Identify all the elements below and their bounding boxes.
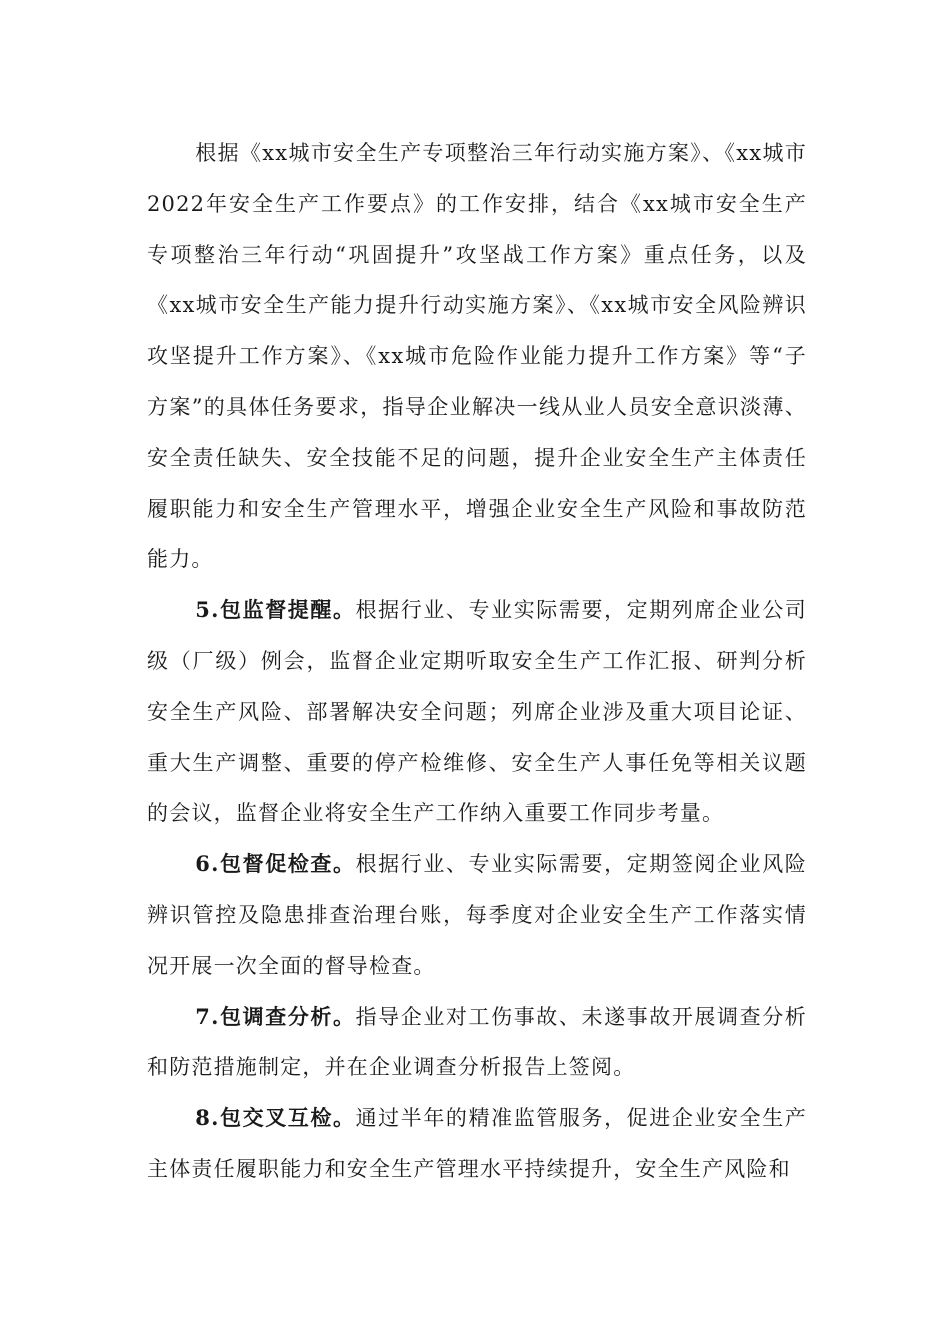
item-heading-6: 6.包督促检查。 (195, 851, 356, 877)
document-body (147, 128, 807, 1195)
item-heading-7: 7.包调查分析。 (195, 1003, 356, 1029)
intro-paragraph (147, 128, 807, 585)
item-heading-5: 5.包监督提醒。 (195, 597, 356, 623)
item-paragraph-7 (147, 992, 807, 1094)
item-text-6: 根据行业、专业实际需要，定期签阅企业风险辨识管控及隐患排查治理台账，每季度对企业安全生产工作落实情况开展一次全面的督导检查。 (147, 852, 807, 978)
item-paragraph-5 (147, 585, 807, 839)
item-text-7: 指导企业对工伤事故、未遂事故开展调查分析和防范措施制定，并在企业调查分析报告上签阅。 (147, 1004, 807, 1080)
intro-text: 根据《xx城市安全生产专项整治三年行动实施方案》、《xx城市2022年安全生产工作要点》的工作安排，结合《xx城市安全生产专项整治三年行动“巩固提升”攻坚战工作方案》重点任务，以及《xx城市安全生产能力提升行动实施方案》、《xx城市安全风险辨识攻坚提升工作方案》、《xx城市危险作业能力提升工作方案》等“子方案”的具体任务要求，指导企业解决一线从业人员安全意识淡薄、安全责任缺失、安全技能不足的问题，提升企业安全生产主体责任履职能力和安全生产管理水平，增强企业安全生产风险和事故防范能力。 (147, 141, 807, 572)
item-heading-8: 8.包交叉互检。 (195, 1105, 356, 1131)
item-paragraph-6 (147, 839, 807, 991)
item-text-5: 根据行业、专业实际需要，定期列席企业公司级（厂级）例会，监督企业定期听取安全生产工作汇报、研判分析安全生产风险、部署解决安全问题；列席企业涉及重大项目论证、重大生产调整、重要的停产检维修、安全生产人事任免等相关议题的会议，监督企业将安全生产工作纳入重要工作同步考量。 (147, 598, 807, 826)
item-paragraph-8 (147, 1093, 807, 1195)
item-text-8: 通过半年的精准监管服务，促进企业安全生产主体责任履职能力和安全生产管理水平持续提升，安全生产风险和 (147, 1106, 807, 1181)
